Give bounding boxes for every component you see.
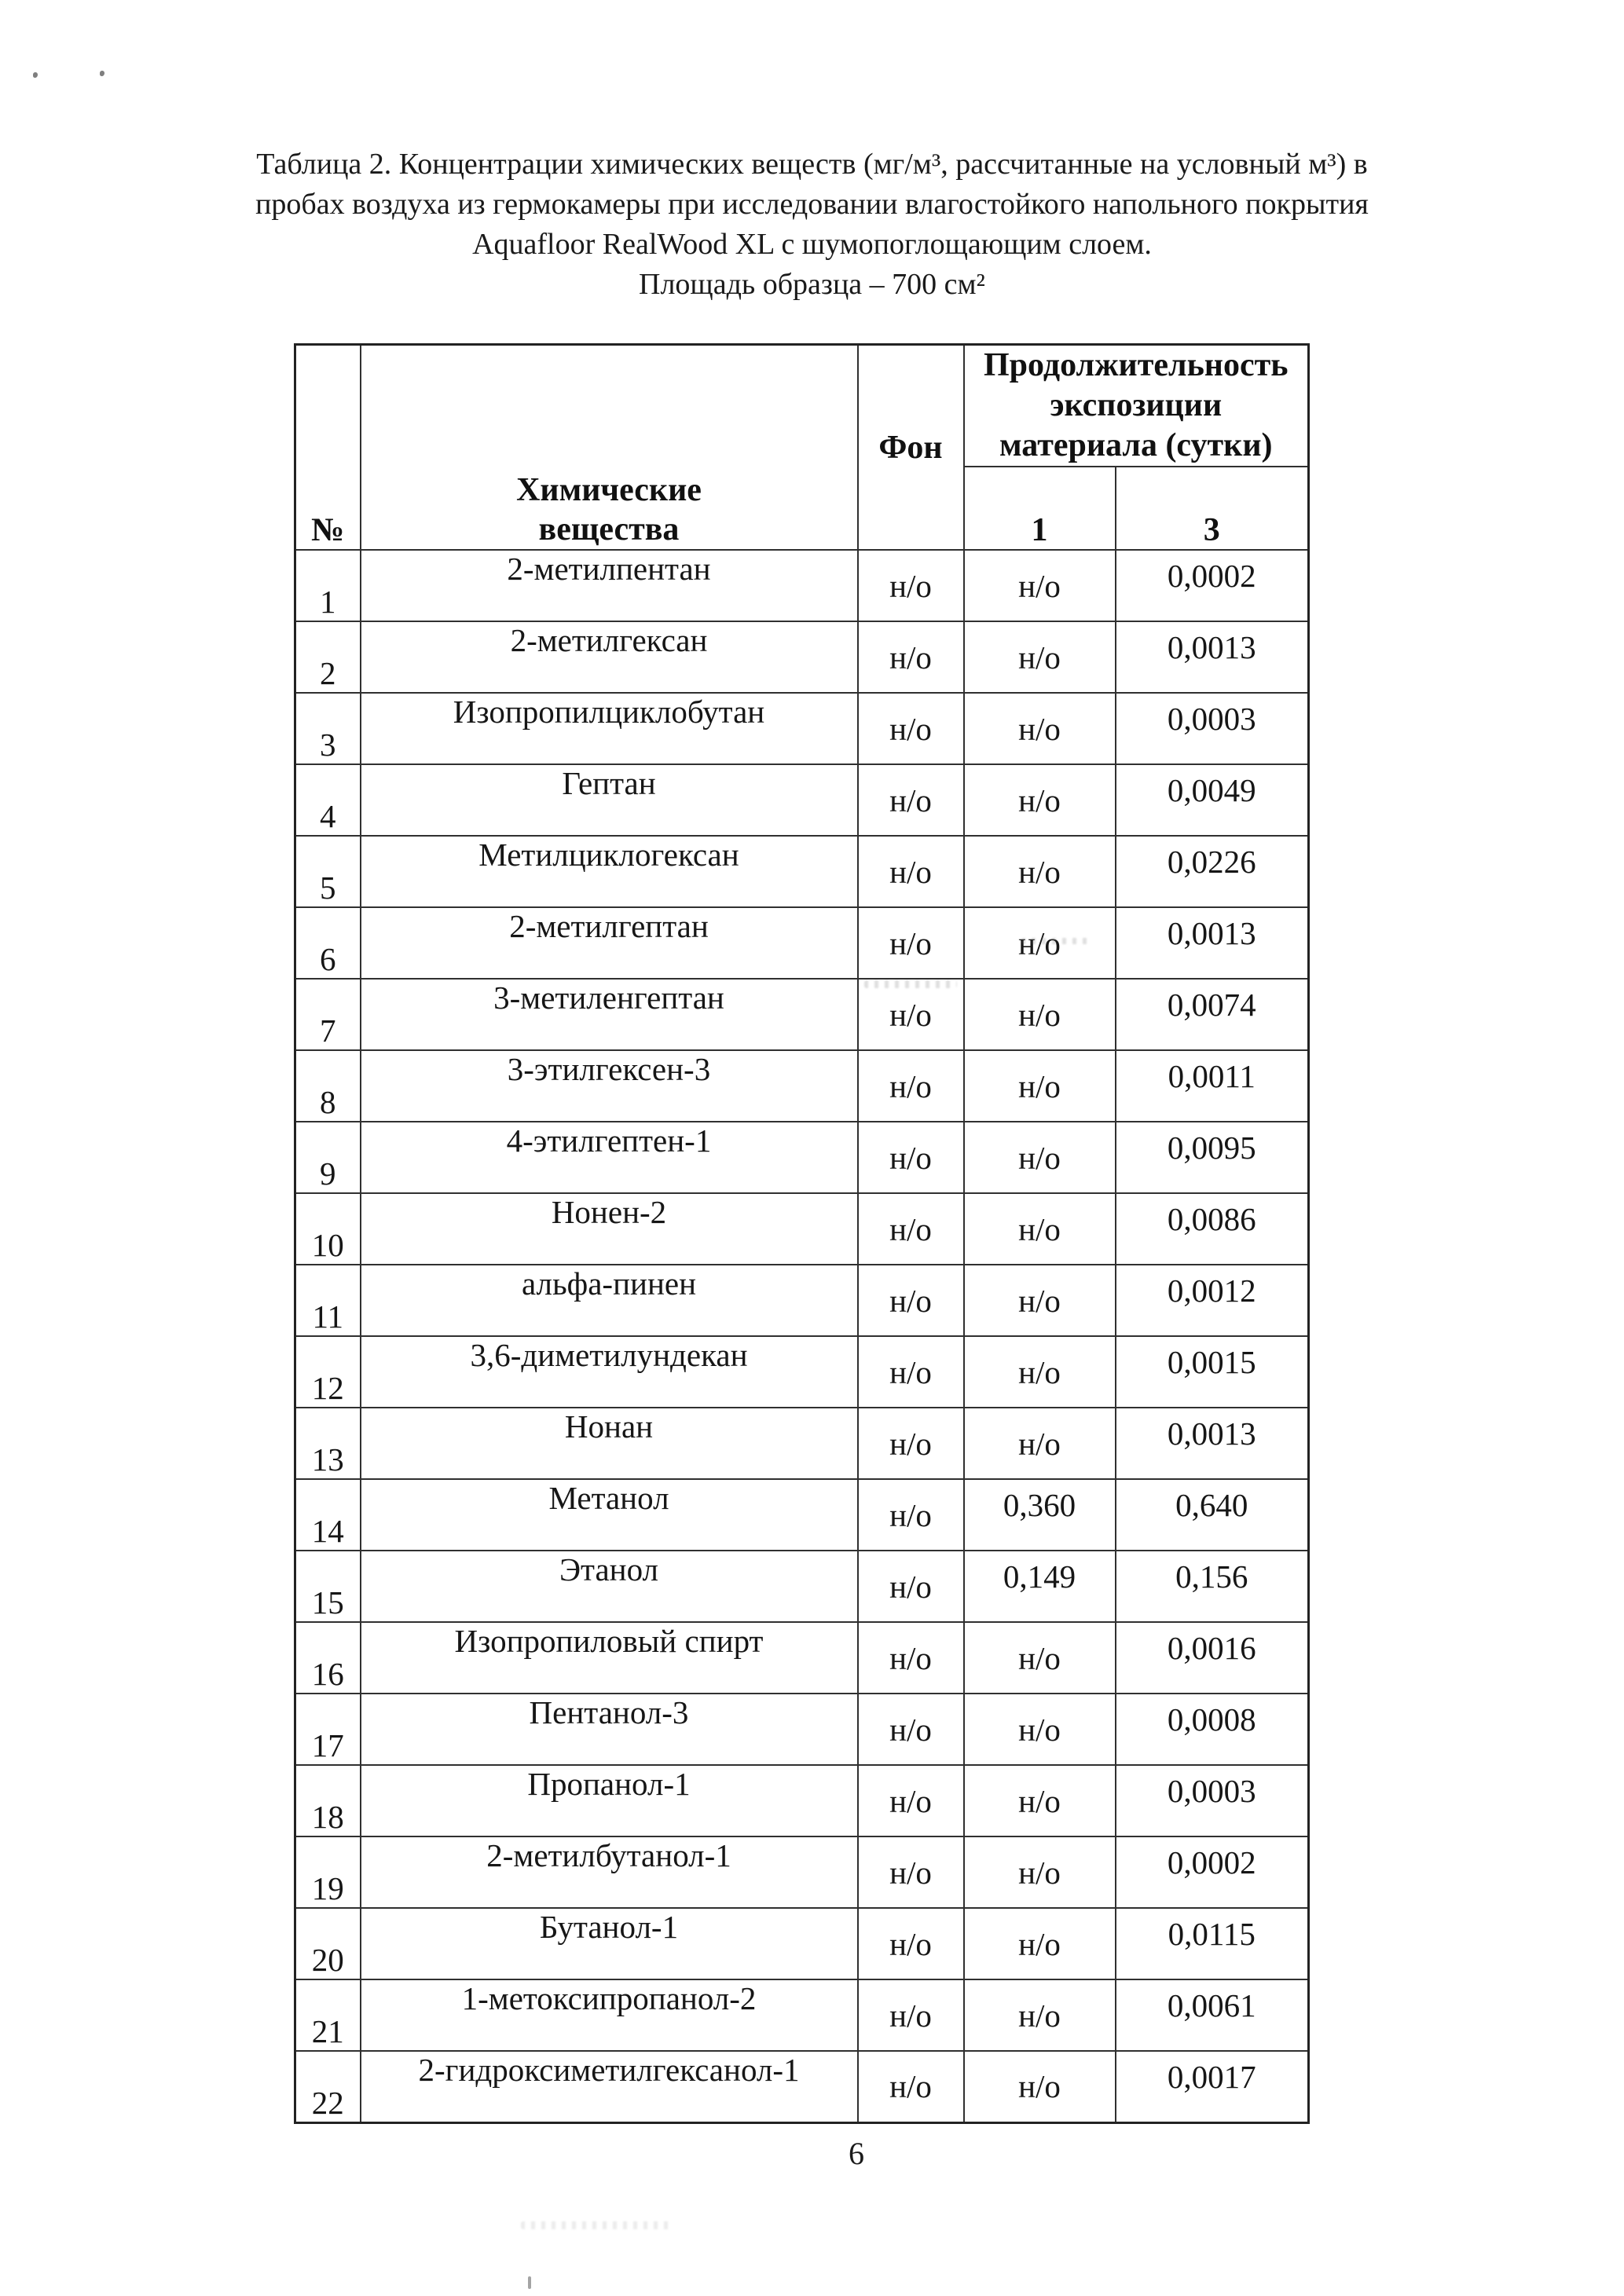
background-cell: н/о bbox=[858, 907, 964, 979]
background-cell: н/о bbox=[858, 836, 964, 907]
background-cell: н/о bbox=[858, 621, 964, 693]
background-cell: н/о bbox=[858, 693, 964, 764]
table-row bbox=[295, 1336, 1309, 1408]
table-row bbox=[295, 550, 1309, 621]
day3-cell: 0,0013 bbox=[1116, 621, 1309, 693]
background-cell: н/о bbox=[858, 1622, 964, 1694]
col-header-substance-label: Химические вещества bbox=[516, 472, 702, 547]
day3-cell: 0,0095 bbox=[1116, 1122, 1309, 1193]
background-cell: н/о bbox=[858, 1694, 964, 1765]
table-row bbox=[295, 1193, 1309, 1265]
day1-cell: н/о bbox=[964, 764, 1116, 836]
day3-cell: 0,0003 bbox=[1116, 693, 1309, 764]
substance-cell: 1-метоксипропанол-2 bbox=[361, 1979, 858, 2051]
day3-cell: 0,640 bbox=[1116, 1479, 1309, 1551]
day1-cell: н/о bbox=[964, 621, 1116, 693]
background-cell: н/о bbox=[858, 1050, 964, 1122]
day1-cell: н/о bbox=[964, 2051, 1116, 2122]
scan-artifact bbox=[521, 2221, 672, 2229]
background-cell: н/о bbox=[858, 1408, 964, 1479]
background-cell: н/о bbox=[858, 1979, 964, 2051]
row-number-cell: 18 bbox=[295, 1765, 361, 1836]
table-row bbox=[295, 1694, 1309, 1765]
background-cell: н/о bbox=[858, 1479, 964, 1551]
row-number-cell: 1 bbox=[295, 550, 361, 621]
table-row bbox=[295, 1908, 1309, 1979]
substance-cell: Изопропиловый спирт bbox=[361, 1622, 858, 1694]
background-cell: н/о bbox=[858, 979, 964, 1050]
table-row bbox=[295, 1622, 1309, 1694]
background-cell: н/о bbox=[858, 1836, 964, 1908]
substance-cell: Нонан bbox=[361, 1408, 858, 1479]
day1-cell: н/о bbox=[964, 550, 1116, 621]
day3-cell: 0,0012 bbox=[1116, 1265, 1309, 1336]
table-row bbox=[295, 979, 1309, 1050]
row-number-cell: 12 bbox=[295, 1336, 361, 1408]
day3-cell: 0,0003 bbox=[1116, 1765, 1309, 1836]
day3-cell: 0,156 bbox=[1116, 1551, 1309, 1622]
background-cell: н/о bbox=[858, 1551, 964, 1622]
table-row bbox=[295, 1551, 1309, 1622]
day3-cell: 0,0013 bbox=[1116, 907, 1309, 979]
substance-cell: 2-метилпентан bbox=[361, 550, 858, 621]
day1-cell: н/о bbox=[964, 1122, 1116, 1193]
substance-cell: Бутанол-1 bbox=[361, 1908, 858, 1979]
concentration-table bbox=[294, 343, 1310, 2124]
col-header-exposure bbox=[964, 345, 1309, 467]
table-row bbox=[295, 907, 1309, 979]
row-number-cell: 16 bbox=[295, 1622, 361, 1694]
table-row bbox=[295, 1765, 1309, 1836]
day3-cell: 0,0017 bbox=[1116, 2051, 1309, 2122]
col-header-day3: 3 bbox=[1116, 467, 1309, 550]
col-header-background: Фон bbox=[858, 345, 964, 551]
row-number-cell: 20 bbox=[295, 1908, 361, 1979]
day3-cell: 0,0013 bbox=[1116, 1408, 1309, 1479]
row-number-cell: 8 bbox=[295, 1050, 361, 1122]
col-header-exposure-label: Продолжительность экспозиции материала (сутки) bbox=[984, 347, 1289, 463]
substance-cell: Этанол bbox=[361, 1551, 858, 1622]
day3-cell: 0,0226 bbox=[1116, 836, 1309, 907]
row-number-cell: 4 bbox=[295, 764, 361, 836]
header-row-1 bbox=[295, 345, 1309, 467]
substance-cell: 2-метилгептан bbox=[361, 907, 858, 979]
row-number-cell: 13 bbox=[295, 1408, 361, 1479]
table-row bbox=[295, 1265, 1309, 1336]
substance-cell: 2-метилгексан bbox=[361, 621, 858, 693]
day1-cell: н/о bbox=[964, 1408, 1116, 1479]
col-header-day1: 1 bbox=[964, 467, 1116, 550]
table-row bbox=[295, 1836, 1309, 1908]
row-number-cell: 5 bbox=[295, 836, 361, 907]
scan-artifact bbox=[1021, 938, 1091, 944]
substance-cell: 3,6-диметилундекан bbox=[361, 1336, 858, 1408]
day3-cell: 0,0016 bbox=[1116, 1622, 1309, 1694]
table-row bbox=[295, 621, 1309, 693]
day1-cell: н/о bbox=[964, 1336, 1116, 1408]
table-caption bbox=[0, 145, 1624, 305]
scan-speck bbox=[100, 71, 104, 76]
row-number-cell: 11 bbox=[295, 1265, 361, 1336]
background-cell: н/о bbox=[858, 550, 964, 621]
col-header-substance bbox=[361, 345, 858, 551]
day1-cell: н/о bbox=[964, 1694, 1116, 1765]
day1-cell: 0,360 bbox=[964, 1479, 1116, 1551]
table-row bbox=[295, 2051, 1309, 2122]
day1-cell: н/о bbox=[964, 693, 1116, 764]
background-cell: н/о bbox=[858, 1765, 964, 1836]
day3-cell: 0,0049 bbox=[1116, 764, 1309, 836]
scan-artifact bbox=[864, 980, 957, 988]
background-cell: н/о bbox=[858, 1122, 964, 1193]
row-number-cell: 15 bbox=[295, 1551, 361, 1622]
day3-cell: 0,0015 bbox=[1116, 1336, 1309, 1408]
table-row bbox=[295, 1050, 1309, 1122]
substance-cell: Изопропилциклобутан bbox=[361, 693, 858, 764]
row-number-cell: 9 bbox=[295, 1122, 361, 1193]
substance-cell: Пентанол-3 bbox=[361, 1694, 858, 1765]
row-number-cell: 7 bbox=[295, 979, 361, 1050]
table-row bbox=[295, 764, 1309, 836]
table-row bbox=[295, 1408, 1309, 1479]
day1-cell: н/о bbox=[964, 907, 1116, 979]
table-body bbox=[295, 550, 1309, 2122]
substance-cell: 2-метилбутанол-1 bbox=[361, 1836, 858, 1908]
day3-cell: 0,0002 bbox=[1116, 550, 1309, 621]
substance-cell: Пропанол-1 bbox=[361, 1765, 858, 1836]
day1-cell: н/о bbox=[964, 1622, 1116, 1694]
substance-cell: альфа-пинен bbox=[361, 1265, 858, 1336]
substance-cell: 3-метиленгептан bbox=[361, 979, 858, 1050]
substance-cell: Гептан bbox=[361, 764, 858, 836]
caption-line-1: Таблица 2. Концентрации химических веществ (мг/м³, рассчитанные на условный м³) в bbox=[256, 148, 1368, 181]
scan-speck bbox=[33, 72, 38, 78]
table-row bbox=[295, 693, 1309, 764]
day1-cell: н/о bbox=[964, 1765, 1116, 1836]
col-header-number: № bbox=[295, 345, 361, 551]
day3-cell: 0,0002 bbox=[1116, 1836, 1309, 1908]
row-number-cell: 21 bbox=[295, 1979, 361, 2051]
substance-cell: 4-этилгептен-1 bbox=[361, 1122, 858, 1193]
background-cell: н/о bbox=[858, 1336, 964, 1408]
row-number-cell: 3 bbox=[295, 693, 361, 764]
row-number-cell: 6 bbox=[295, 907, 361, 979]
caption-line-3: Aquafloor RealWood XL с шумопоглощающим слоем. bbox=[472, 228, 1152, 261]
caption-line-4: Площадь образца – 700 см² bbox=[639, 268, 985, 301]
row-number-cell: 19 bbox=[295, 1836, 361, 1908]
day1-cell: н/о bbox=[964, 836, 1116, 907]
day1-cell: н/о bbox=[964, 1908, 1116, 1979]
day1-cell: н/о bbox=[964, 1193, 1116, 1265]
substance-cell: Метилциклогексан bbox=[361, 836, 858, 907]
background-cell: н/о bbox=[858, 2051, 964, 2122]
row-number-cell: 10 bbox=[295, 1193, 361, 1265]
substance-cell: Нонен-2 bbox=[361, 1193, 858, 1265]
background-cell: н/о bbox=[858, 1908, 964, 1979]
table-row bbox=[295, 1122, 1309, 1193]
page-number: 6 bbox=[849, 2136, 864, 2171]
background-cell: н/о bbox=[858, 1193, 964, 1265]
scan-artifact bbox=[528, 2276, 531, 2289]
day3-cell: 0,0074 bbox=[1116, 979, 1309, 1050]
day1-cell: н/о bbox=[964, 1979, 1116, 2051]
caption-line-2: пробах воздуха из гермокамеры при исследовании влагостойкого напольного покрытия bbox=[255, 188, 1369, 221]
day1-cell: н/о bbox=[964, 979, 1116, 1050]
background-cell: н/о bbox=[858, 764, 964, 836]
substance-cell: Метанол bbox=[361, 1479, 858, 1551]
day1-cell: н/о bbox=[964, 1050, 1116, 1122]
substance-cell: 3-этилгексен-3 bbox=[361, 1050, 858, 1122]
table-row bbox=[295, 1479, 1309, 1551]
day1-cell: н/о bbox=[964, 1265, 1116, 1336]
background-cell: н/о bbox=[858, 1265, 964, 1336]
row-number-cell: 17 bbox=[295, 1694, 361, 1765]
day3-cell: 0,0115 bbox=[1116, 1908, 1309, 1979]
substance-cell: 2-гидроксиметилгексанол-1 bbox=[361, 2051, 858, 2122]
table-row bbox=[295, 1979, 1309, 2051]
day3-cell: 0,0008 bbox=[1116, 1694, 1309, 1765]
day3-cell: 0,0011 bbox=[1116, 1050, 1309, 1122]
row-number-cell: 22 bbox=[295, 2051, 361, 2122]
day3-cell: 0,0086 bbox=[1116, 1193, 1309, 1265]
day1-cell: н/о bbox=[964, 1836, 1116, 1908]
row-number-cell: 14 bbox=[295, 1479, 361, 1551]
row-number-cell: 2 bbox=[295, 621, 361, 693]
table-row bbox=[295, 836, 1309, 907]
day1-cell: 0,149 bbox=[964, 1551, 1116, 1622]
day3-cell: 0,0061 bbox=[1116, 1979, 1309, 2051]
